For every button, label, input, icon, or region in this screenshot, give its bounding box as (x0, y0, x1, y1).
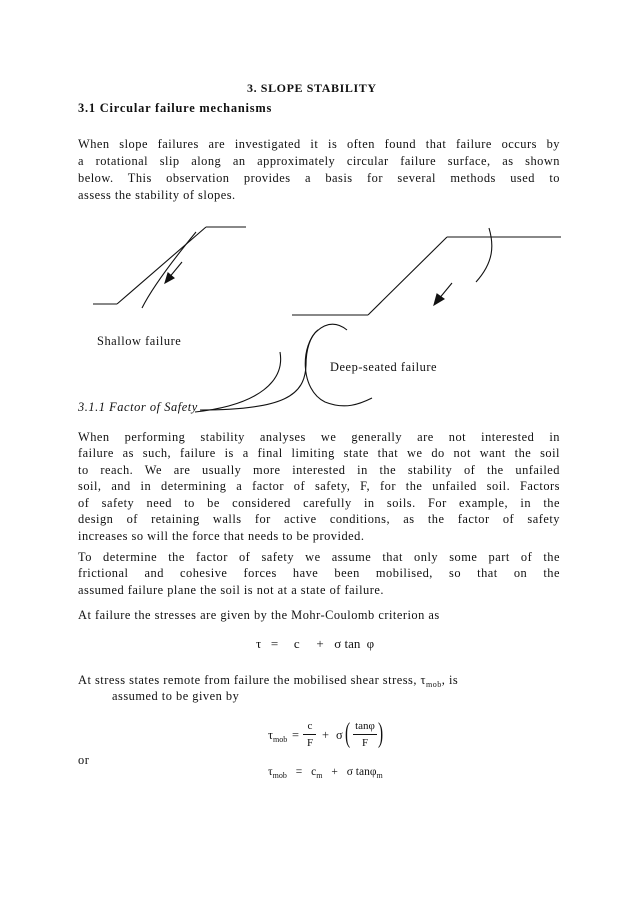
paragraph-line: assumed to be given by (112, 689, 240, 703)
shallow-arrow-head (165, 273, 174, 283)
mobilised-parameters-equation: $\tau_{mob} = c_m + \sigma$ tanφ$_m$ (268, 766, 383, 780)
paragraph-line: assess the stability of slopes. (78, 188, 236, 202)
paragraph-line: of safety need to be considered carefully in soils. For example, in the (78, 496, 560, 510)
eq-c: c (293, 636, 300, 651)
deep-slip-circle-base (195, 352, 281, 412)
paragraph-line: increases so will the force that needs to be provided. (78, 529, 365, 543)
tau-symbol: τ (420, 673, 427, 687)
paragraph-line: When slope failures are investigated it is often found that failure occurs by (78, 137, 560, 151)
paragraph-line: failure as such, failure is a final limiting state that we do not want the soil (78, 446, 560, 460)
paragraph-line: assumed failure plane the soil is not at a state of failure. (78, 583, 384, 597)
paragraph-line: soil, and in determining a factor of safety, F, for the unfailed soil. Factors (78, 479, 560, 493)
subsection-heading: 3.1.1 Factor of Safety (78, 400, 198, 414)
paragraph-line: At stress states remote from failure the mobilised shear stress, $\tau_{mob}$, is (78, 673, 459, 689)
eq-equals: = (270, 636, 279, 651)
paragraph-line: to reach. We are usually more interested in the stability of the unfailed (78, 463, 560, 477)
fraction-bar (303, 734, 316, 735)
paragraph-line: a rotational slip along an approximately circular failure surface, as shown (78, 154, 560, 168)
shallow-slope-face (117, 227, 206, 304)
deep-failure-label: Deep-seated failure (330, 360, 438, 374)
deep-slip-circle-upper (476, 228, 492, 282)
eq-tan: tan (344, 636, 361, 651)
eq-sigma: σ (334, 636, 342, 651)
paragraph-line: At failure the stresses are given by the Mohr-Coulomb criterion as (78, 608, 440, 622)
paragraph-line: design of retaining walls for active conditions, as the factor of safety (78, 512, 560, 526)
or-text: or (78, 753, 90, 767)
eq-plus: + (316, 636, 324, 651)
deep-slip-circle-toe (317, 324, 347, 331)
deep-arrow-head (434, 294, 444, 305)
mohr-coulomb-equation (256, 636, 374, 652)
fraction-bar (353, 734, 377, 735)
eq-tau: τ (256, 636, 262, 651)
paragraph-line: To determine the factor of safety we assume that only some part of the (78, 550, 560, 564)
paragraph-line: frictional and cohesive forces have been mobilised, so that on the (78, 566, 560, 580)
page-title: 3. SLOPE STABILITY (247, 81, 377, 95)
deep-slip-circle-arc (200, 330, 318, 410)
paragraph-line: When performing stability analyses we generally are not interested in (78, 430, 560, 444)
shallow-failure-surface (142, 232, 196, 308)
shallow-failure-label: Shallow failure (97, 334, 182, 348)
paragraph-line: below. This observation provides a basis for several methods used to (78, 171, 560, 185)
eq-phi: φ (366, 636, 375, 651)
section-heading: 3.1 Circular failure mechanisms (78, 101, 273, 115)
